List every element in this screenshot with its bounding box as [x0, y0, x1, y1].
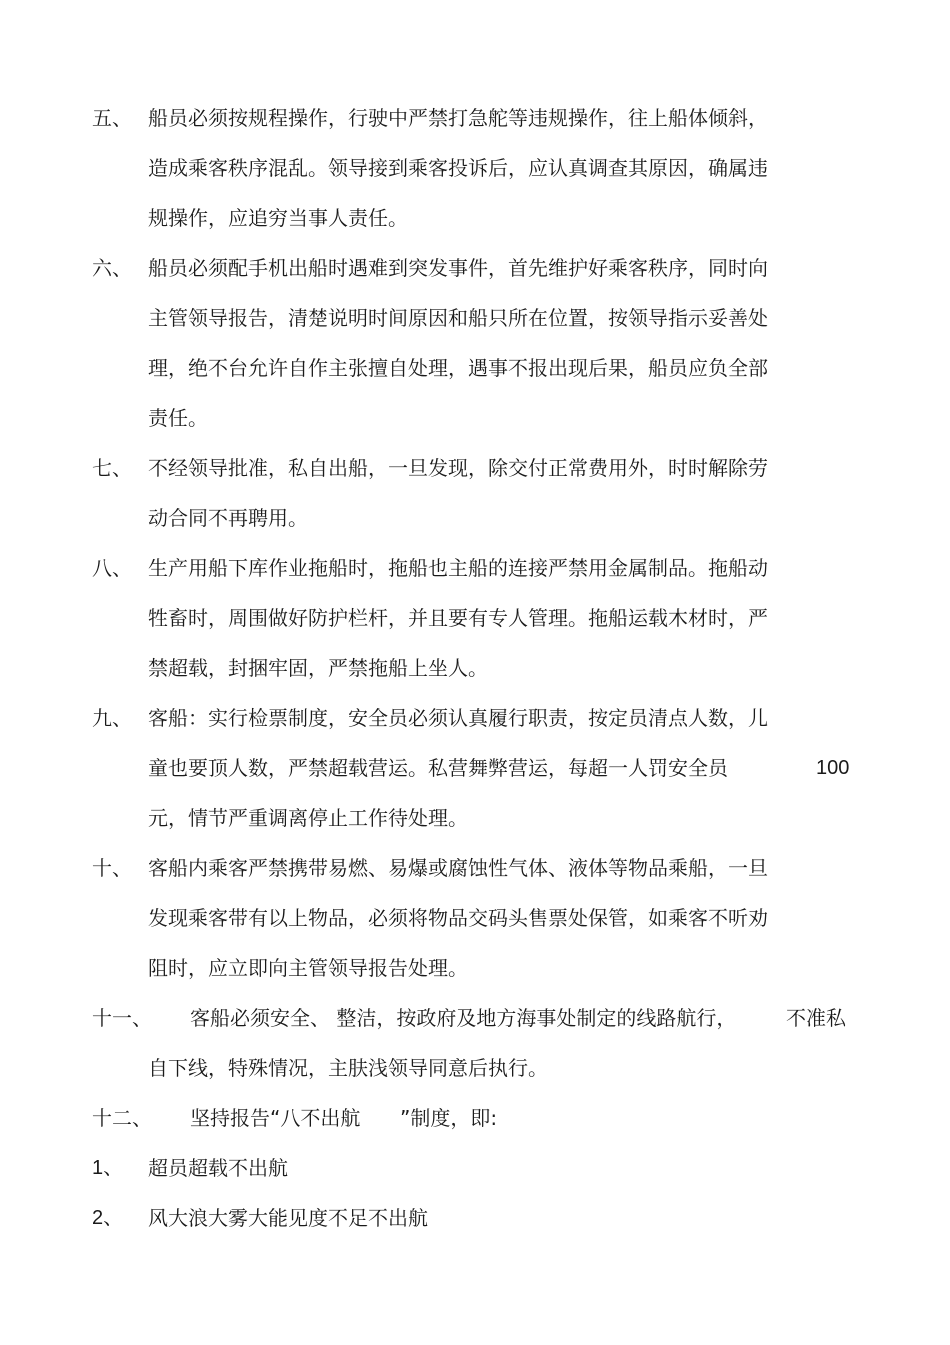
item-text-line: 船员必须按规程操作，行驶中严禁打急舵等违规操作，往上船体倾斜， [148, 106, 768, 130]
item-text-line: 客船：实行检票制度，安全员必须认真履行职责，按定员清点人数，儿 [148, 706, 768, 730]
item-number: 2、 [92, 1207, 124, 1229]
item-number: 十二、 [92, 1106, 152, 1130]
item-text-line: 客船必须安全、 整洁，按政府及地方海事处制定的线路航行， [190, 1006, 737, 1030]
item-text-line: 理，绝不台允许自作主张擅自处理，遇事不报出现后果，船员应负全部 [148, 356, 768, 380]
item-text-line: 责任。 [148, 406, 208, 430]
item-number: 八、 [92, 556, 132, 580]
item-text-line: ”制度，即: [400, 1106, 498, 1130]
item-text-line: 自下线，特殊情况，主肤浅领导同意后执行。 [148, 1056, 548, 1080]
fine-amount: 100 [816, 757, 850, 779]
item-text-line: 规操作，应追穷当事人责任。 [148, 206, 408, 230]
item-text-line: 元，情节严重调离停止工作待处理。 [148, 806, 468, 830]
item-number: 五、 [92, 106, 132, 130]
item-text-line: 动合同不再聘用。 [148, 506, 308, 530]
item-number: 六、 [92, 256, 132, 280]
item-text-line: 主管领导报告，清楚说明时间原因和船只所在位置，按领导指示妥善处 [148, 306, 768, 330]
item-text-line: 超员超载不出航 [148, 1156, 288, 1180]
item-text-line: 生产用船下库作业拖船时，拖船也主船的连接严禁用金属制品。拖船动 [148, 556, 768, 580]
item-number: 十、 [92, 856, 132, 880]
item-text-line: 船员必须配手机出船时遇难到突发事件，首先维护好乘客秩序，同时向 [148, 256, 768, 280]
item-text-line: 不经领导批准，私自出船，一旦发现，除交付正常费用外，时时解除劳 [148, 456, 768, 480]
item-text-line: 风大浪大雾大能见度不足不出航 [148, 1206, 428, 1230]
item-text-line: 童也要顶人数，严禁超载营运。私营舞弊营运，每超一人罚安全员 [148, 756, 728, 780]
item-number: 九、 [92, 706, 132, 730]
item-text-line: 发现乘客带有以上物品，必须将物品交码头售票处保管，如乘客不听劝 [148, 906, 768, 930]
item-number: 1、 [92, 1157, 124, 1179]
item-text-line: 坚持报告“八不出航 [190, 1106, 361, 1130]
item-text-tail: 不准私 [786, 1006, 846, 1030]
item-number: 十一、 [92, 1006, 152, 1030]
item-text-line: 阻时，应立即向主管领导报告处理。 [148, 956, 468, 980]
item-text-line: 造成乘客秩序混乱。领导接到乘客投诉后，应认真调查其原因，确属违 [148, 156, 768, 180]
item-number: 七、 [92, 456, 132, 480]
item-text-line: 牲畜时，周围做好防护栏杆，并且要有专人管理。拖船运载木材时，严 [148, 606, 768, 630]
item-text-line: 禁超载，封捆牢固，严禁拖船上坐人。 [148, 656, 488, 680]
item-text-line: 客船内乘客严禁携带易燃、易爆或腐蚀性气体、液体等物品乘船，一旦 [148, 856, 768, 880]
